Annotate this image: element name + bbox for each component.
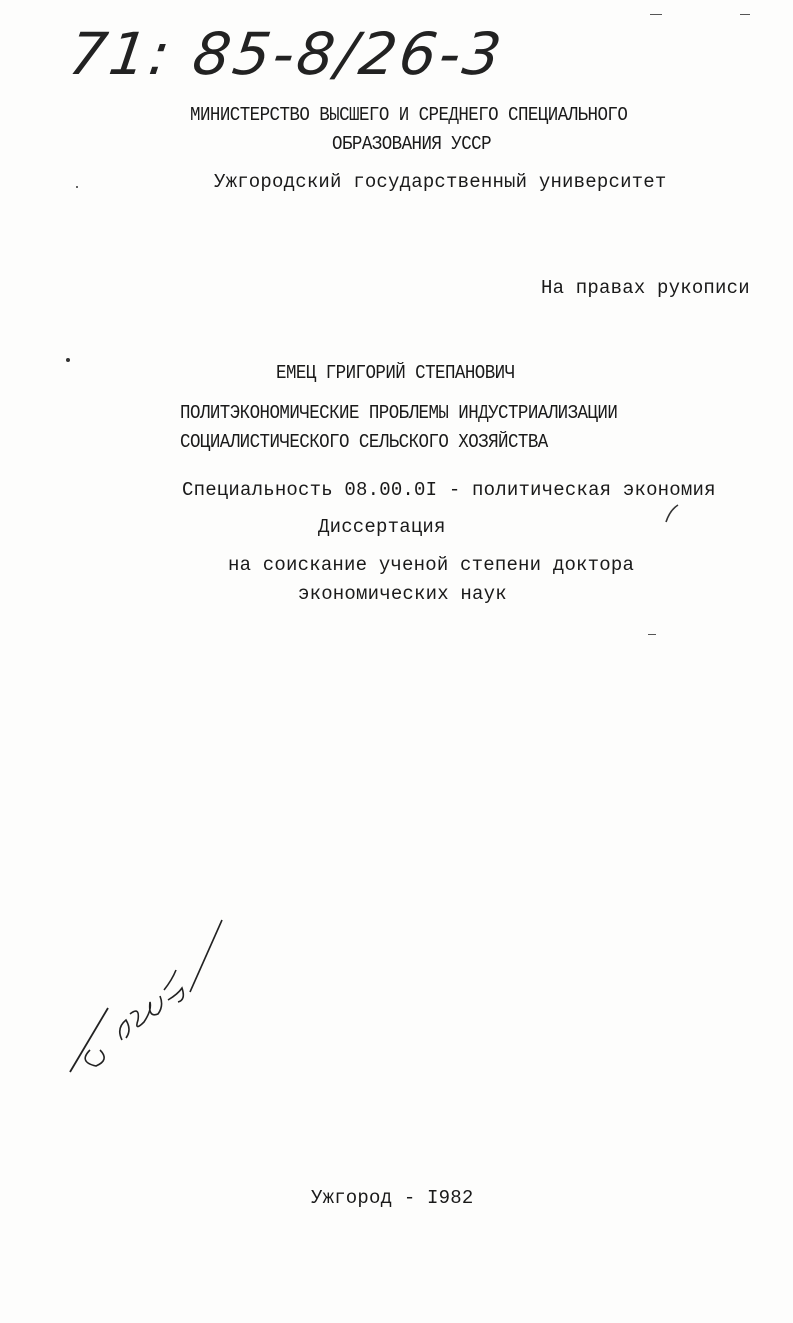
degree-line-1: на соискание ученой степени доктора <box>228 554 635 576</box>
degree-line-2: экономических наук <box>298 583 507 605</box>
author-name: ЕМЕЦ ГРИГОРИЙ СТЕПАНОВИЧ <box>276 362 515 384</box>
pen-mark <box>662 502 682 524</box>
city-year: Ужгород - I982 <box>311 1187 474 1209</box>
scan-mark <box>648 634 656 635</box>
ministry-line-1: МИНИСТЕРСТВО ВЫСШЕГО И СРЕДНЕГО СПЕЦИАЛЬНОГО <box>190 104 628 126</box>
university-name: Ужгородский государственный университет <box>214 171 667 193</box>
scan-mark <box>650 14 662 15</box>
ministry-line-2: ОБРАЗОВАНИЯ УССР <box>332 133 492 155</box>
handwritten-signature <box>60 910 240 1085</box>
dissertation-title-line-1: ПОЛИТЭКОНОМИЧЕСКИЕ ПРОБЛЕМЫ ИНДУСТРИАЛИЗАЦИИ <box>180 402 618 424</box>
scan-mark <box>740 14 750 15</box>
document-type: Диссертация <box>318 516 446 538</box>
scan-speck <box>76 186 78 188</box>
handwritten-archive-code: 71: 85-8/26-3 <box>65 20 509 88</box>
manuscript-rights: На правах рукописи <box>541 277 750 299</box>
dissertation-title-line-2: СОЦИАЛИСТИЧЕСКОГО СЕЛЬСКОГО ХОЗЯЙСТВА <box>180 431 548 453</box>
specialty-line: Специальность 08.00.0I - политическая экономия <box>182 479 716 501</box>
scan-speck <box>66 358 70 362</box>
